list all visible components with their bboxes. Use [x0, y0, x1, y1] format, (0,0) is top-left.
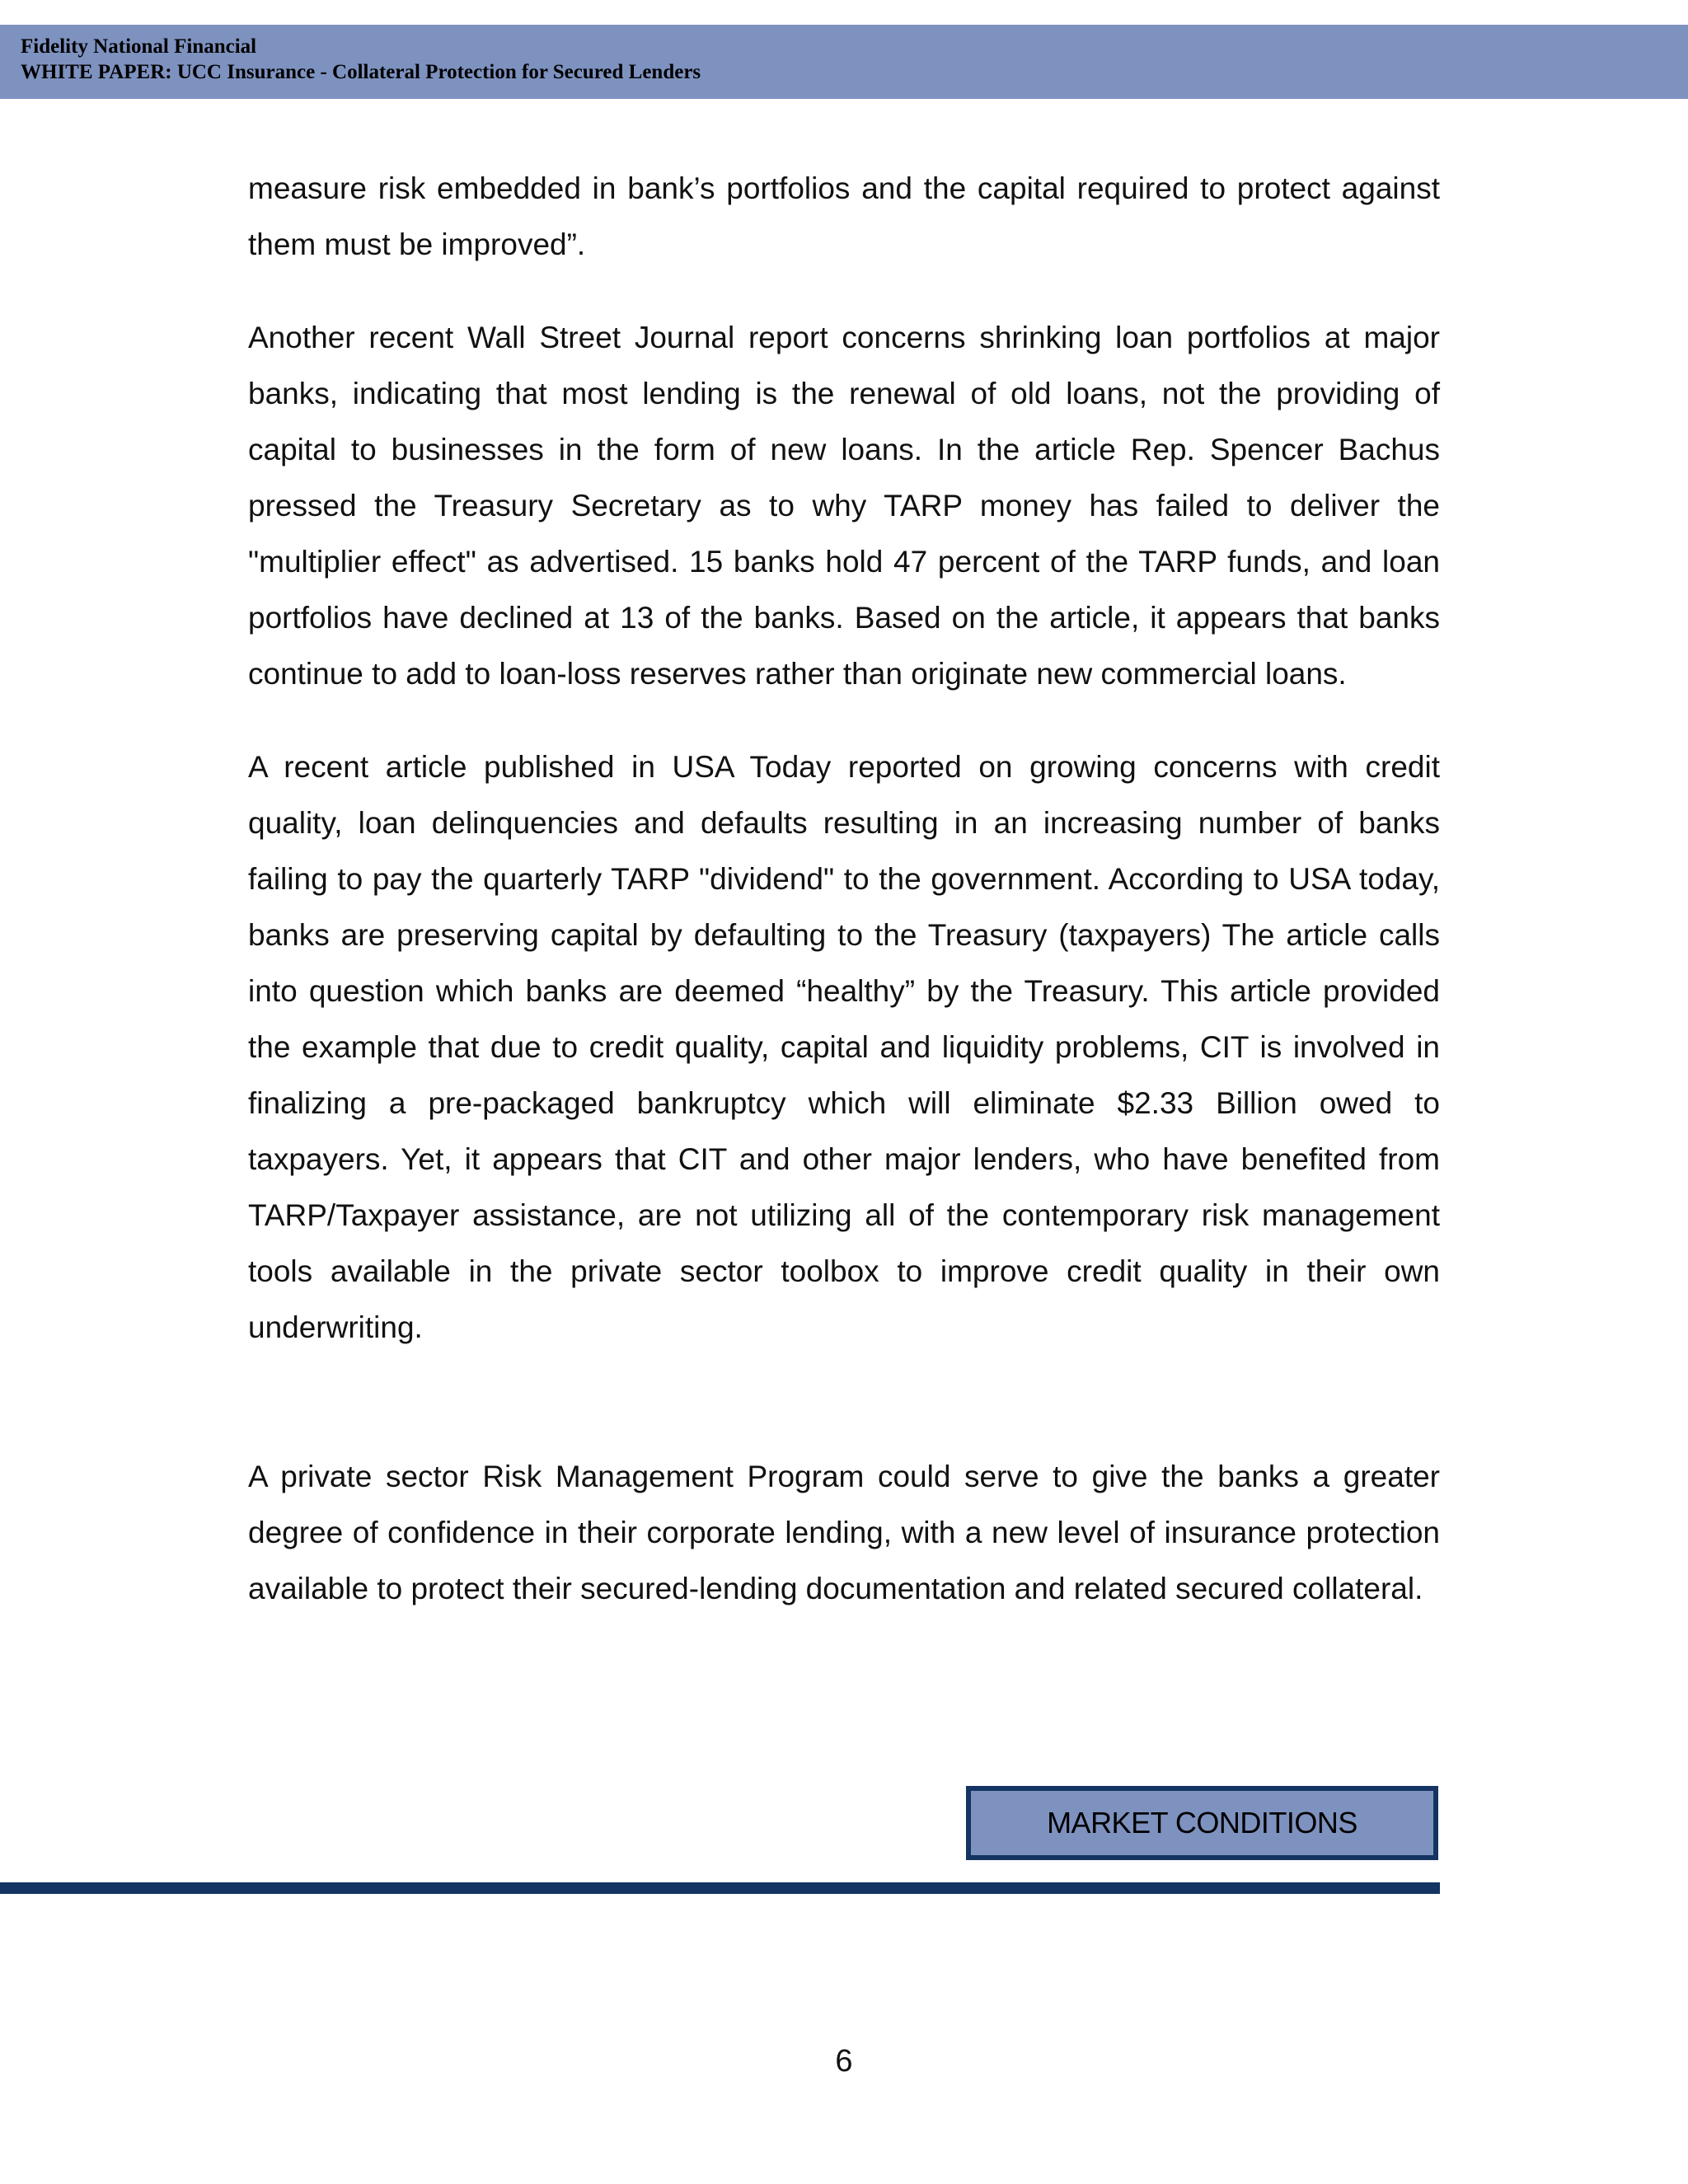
section-divider	[0, 1882, 1440, 1894]
paragraph: A recent article published in USA Today reported on growing concerns with credit quality, loan delinquencies and defaults resulting in an increasing number of banks failing to pay the quarterly TARP "dividend" to the government. According to USA today, banks are preserving capital by defaulting to the Treasury (taxpayers) The article calls into question which banks are deemed “healthy” by the Treasury. This article provided the example that due to credit quality, capital and liquidity problems, CIT is involved in finalizing a pre-packaged bankruptcy which will eliminate $2.33 Billion owed to taxpayers. Yet, it appears that CIT and other major lenders, who have benefited from TARP/Taxpayer assistance, are not utilizing all of the contemporary risk management tools available in the private sector toolbox to improve credit quality in their own underwriting.	[248, 750, 1440, 1344]
paragraph: Another recent Wall Street Journal report concerns shrinking loan portfolios at major banks, indicating that most lending is the renewal of old loans, not the providing of capital to businesses in the form of new loans. In the article Rep. Spencer Bachus pressed the Treasury Secretary as to why TARP money has failed to deliver the "multiplier effect" as advertised. 15 banks hold 47 percent of the TARP funds, and loan portfolios have declined at 13 of the banks. Based on the article, it appears that banks continue to add to loan-loss reserves rather than originate new commercial loans.	[248, 321, 1440, 691]
company-name: Fidelity National Financial	[21, 35, 257, 58]
paragraph: measure risk embedded in bank’s portfolios and the capital required to protect against them must be improved”.	[248, 171, 1440, 261]
main-content	[248, 161, 1440, 1617]
paragraph: A private sector Risk Management Program could serve to give the banks a greater degree of confidence in their corporate lending, with a new level of insurance protection available to protect their secured-lending documentation and related secured collateral.	[248, 1460, 1440, 1605]
section-label: MARKET CONDITIONS	[1047, 1806, 1357, 1840]
section-label-box	[966, 1786, 1438, 1860]
page-number: 6	[835, 2044, 853, 2079]
document-title: WHITE PAPER: UCC Insurance - Collateral Protection for Secured Lenders	[21, 61, 701, 83]
